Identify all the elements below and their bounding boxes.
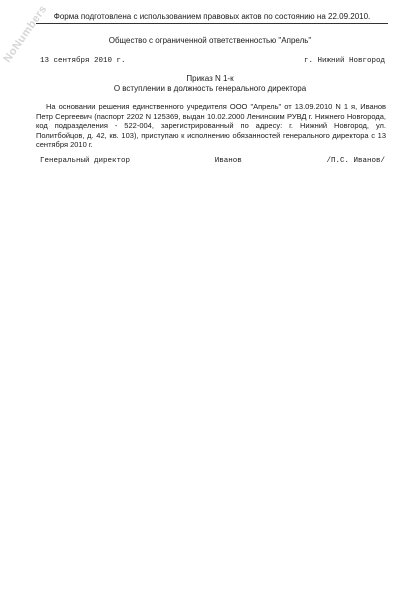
order-subject: О вступлении в должность генерального директора xyxy=(113,84,307,93)
watermark: NoNumbers xyxy=(1,3,50,65)
order-title: Приказ N 1-к xyxy=(186,74,234,83)
signature-position: Генеральный директор xyxy=(40,157,131,165)
organization-name: Общество с ограниченной ответственностью "Апрель" xyxy=(108,36,312,45)
signature-line xyxy=(40,157,385,165)
date-line xyxy=(40,57,385,65)
order-date: 13 сентября 2010 г. xyxy=(40,57,126,65)
signature-mark: Иванов xyxy=(214,157,242,165)
order-body: На основании решения единственного учредителя ООО "Апрель" от 13.09.2010 N 1 я, Иванов Петр Сергеевич (паспорт 2202 N 125369, выдан 10.02.2000 Ленинским РУВД г. Нижнего Новгорода, код подразделения - 522-004, зарегистрированный по адресу: г. Нижний Новгород, ул. Политбойцов, д. 42, кв. 103), приступаю к исполнению обязанностей генерального директора с 13 сентября 2010 г. xyxy=(36,102,386,149)
signature-full-name: /П.С. Иванов/ xyxy=(326,157,385,165)
order-city: г. Нижний Новгород xyxy=(303,57,385,65)
header-note: Форма подготовлена с использованием правовых актов по состоянию на 22.09.2010. xyxy=(36,12,388,24)
